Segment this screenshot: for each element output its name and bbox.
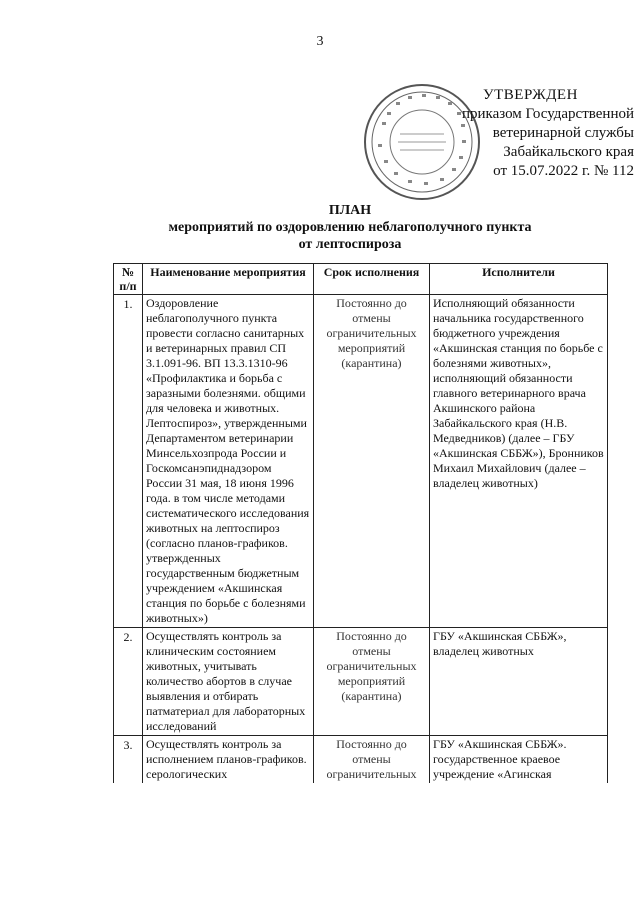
row-number: 3.: [114, 736, 143, 784]
term-cell: Постоянно до отмены ограничительных мероприятий (карантина): [314, 295, 430, 628]
plan-table: [113, 263, 608, 783]
executors-cell: ГБУ «Акшинская СББЖ», владелец животных: [430, 628, 608, 736]
row-number: 2.: [114, 628, 143, 736]
title-line: ПЛАН: [328, 203, 372, 218]
approval-heading: УТВЕРЖДЕН: [483, 87, 578, 103]
document-title: [120, 202, 580, 253]
approval-line: ветеринарной службы: [492, 125, 634, 141]
measure-cell: Осуществлять контроль за исполнением планов-графиков. серологических: [143, 736, 314, 784]
column-header: № п/п: [114, 264, 143, 295]
column-header: Срок исполнения: [314, 264, 430, 295]
page-number: 3: [316, 34, 324, 49]
title-line: от лептоспироза: [298, 237, 402, 252]
table-row: [114, 736, 608, 784]
approval-line: Забайкальского края: [503, 144, 634, 160]
executors-cell: Исполняющий обязанности начальника государственного бюджетного учреждения «Акшинская станция по борьбе с болезнями животных», исполняющий обязанности главного ветеринарного врача Акшинского района Забайкальского края (Н.В. Медведников) (далее – ГБУ «Акшинская СББЖ»), Бронников Михаил Михайлович (далее – владелец животных): [430, 295, 608, 628]
table-row: [114, 628, 608, 736]
approval-line: приказом Государственной: [461, 106, 634, 122]
term-cell: Постоянно до отмены ограничительных мероприятий (карантина): [314, 628, 430, 736]
approval-block: [428, 86, 634, 181]
title-line: мероприятий по оздоровлению неблагополучного пункта: [168, 220, 532, 235]
executors-cell: ГБУ «Акшинская СББЖ». государственное краевое учреждение «Агинская: [430, 736, 608, 784]
row-number: 1.: [114, 295, 143, 628]
term-cell: Постоянно до отмены ограничительных: [314, 736, 430, 784]
measure-cell: Осуществлять контроль за клиническим состоянием животных, учитывать количество абортов в случае выявления и отбирать патматериал для лабораторных исследований: [143, 628, 314, 736]
measure-cell: Оздоровление неблагополучного пункта провести согласно санитарных и ветеринарных правил СП 3.1.091-96. ВП 13.3.1310-96 «Профилактика и борьба с заразными болезнями. общими для человека и животных. Лептоспироз», утвержденными Департаментом ветеринарии Минсельхозпрода России и Госкомсанэпиднадзором России 31 мая, 18 июня 1996 года. в том числе методами систематического исследования животных на лептоспироз (согласно планов-графиков. утвержденных государственным бюджетным учреждением «Акшинская станция по борьбе с болезнями животных»): [143, 295, 314, 628]
table-header-row: [114, 264, 608, 295]
column-header: Наименование мероприятия: [143, 264, 314, 295]
table-row: [114, 295, 608, 628]
column-header: Исполнители: [430, 264, 608, 295]
approval-line: от 15.07.2022 г. № 112: [493, 163, 634, 179]
